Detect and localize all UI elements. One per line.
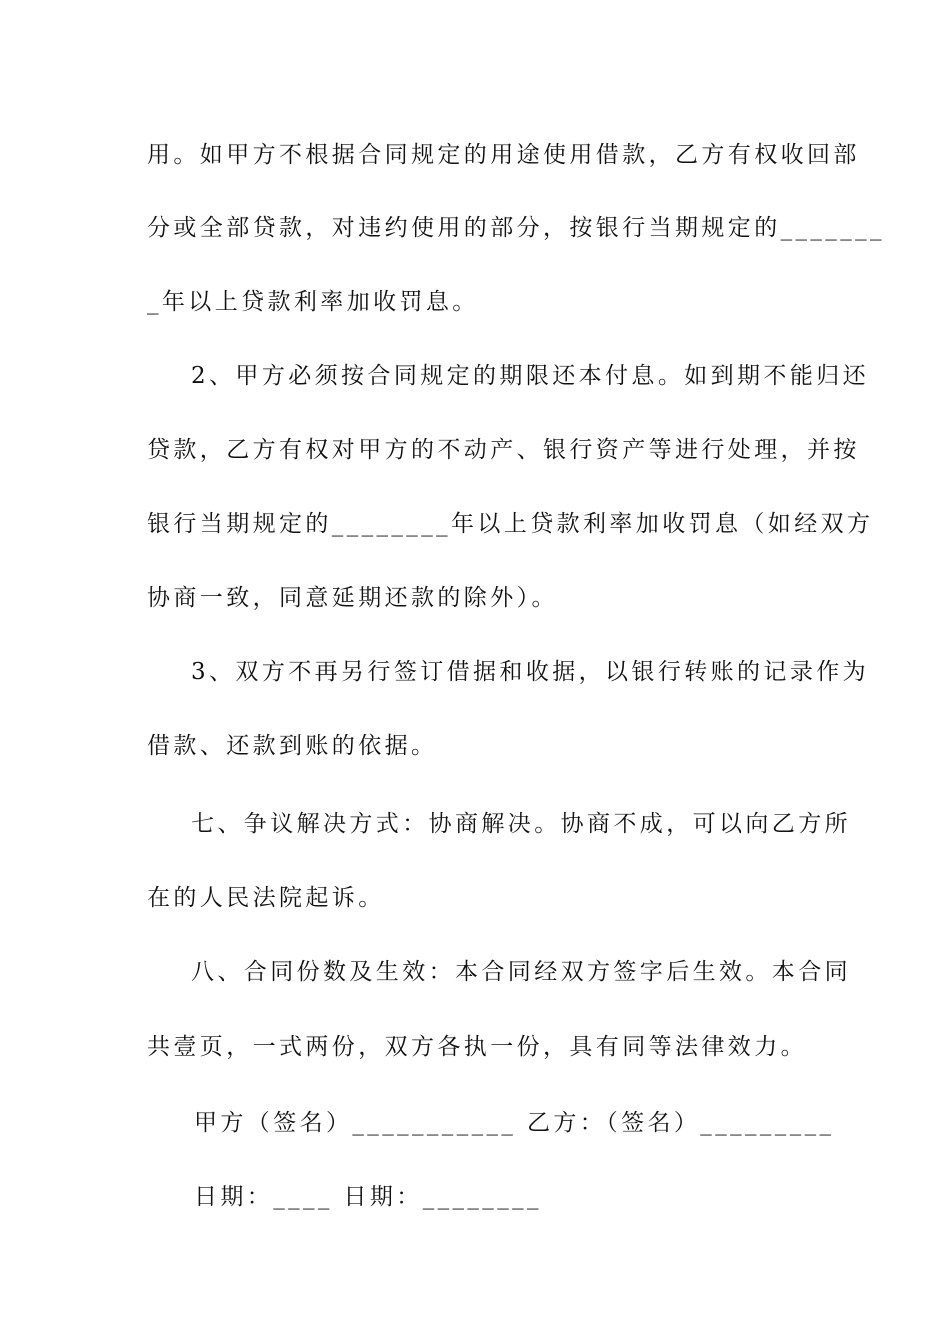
paragraph-line: 贷款，乙方有权对甲方的不动产、银行资产等进行处理，并按 — [147, 437, 860, 463]
paragraph-line: 共壹页，一式两份，双方各执一份，具有同等法律效力。 — [147, 1034, 807, 1060]
paragraph-line: 银行当期规定的________年以上贷款利率加收罚息（如经双方 — [147, 511, 874, 537]
paragraph-line: 在的人民法院起诉。 — [147, 885, 385, 911]
section-7-line: 七、争议解决方式：协商解决。协商不成，可以向乙方所 — [191, 811, 851, 837]
clause-2-line: 2、甲方必须按合同规定的期限还本付息。如到期不能归还 — [191, 363, 870, 389]
paragraph-line: 分或全部贷款，对违约使用的部分，按银行当期规定的_______ — [147, 215, 885, 241]
paragraph-line: 用。如甲方不根据合同规定的用途使用借款，乙方有权收回部 — [147, 142, 860, 168]
clause-3-line: 3、双方不再另行签订借据和收据，以银行转账的记录作为 — [191, 659, 870, 685]
date-line: 日期：____ 日期：________ — [194, 1184, 542, 1210]
section-8-line: 八、合同份数及生效：本合同经双方签字后生效。本合同 — [191, 959, 851, 985]
paragraph-line: 协商一致，同意延期还款的除外）。 — [147, 585, 558, 611]
paragraph-line: _年以上贷款利率加收罚息。 — [147, 289, 479, 315]
paragraph-line: 借款、还款到账的依据。 — [147, 733, 438, 759]
signature-line: 甲方（签名）___________ 乙方：（签名）_________ — [194, 1110, 835, 1136]
